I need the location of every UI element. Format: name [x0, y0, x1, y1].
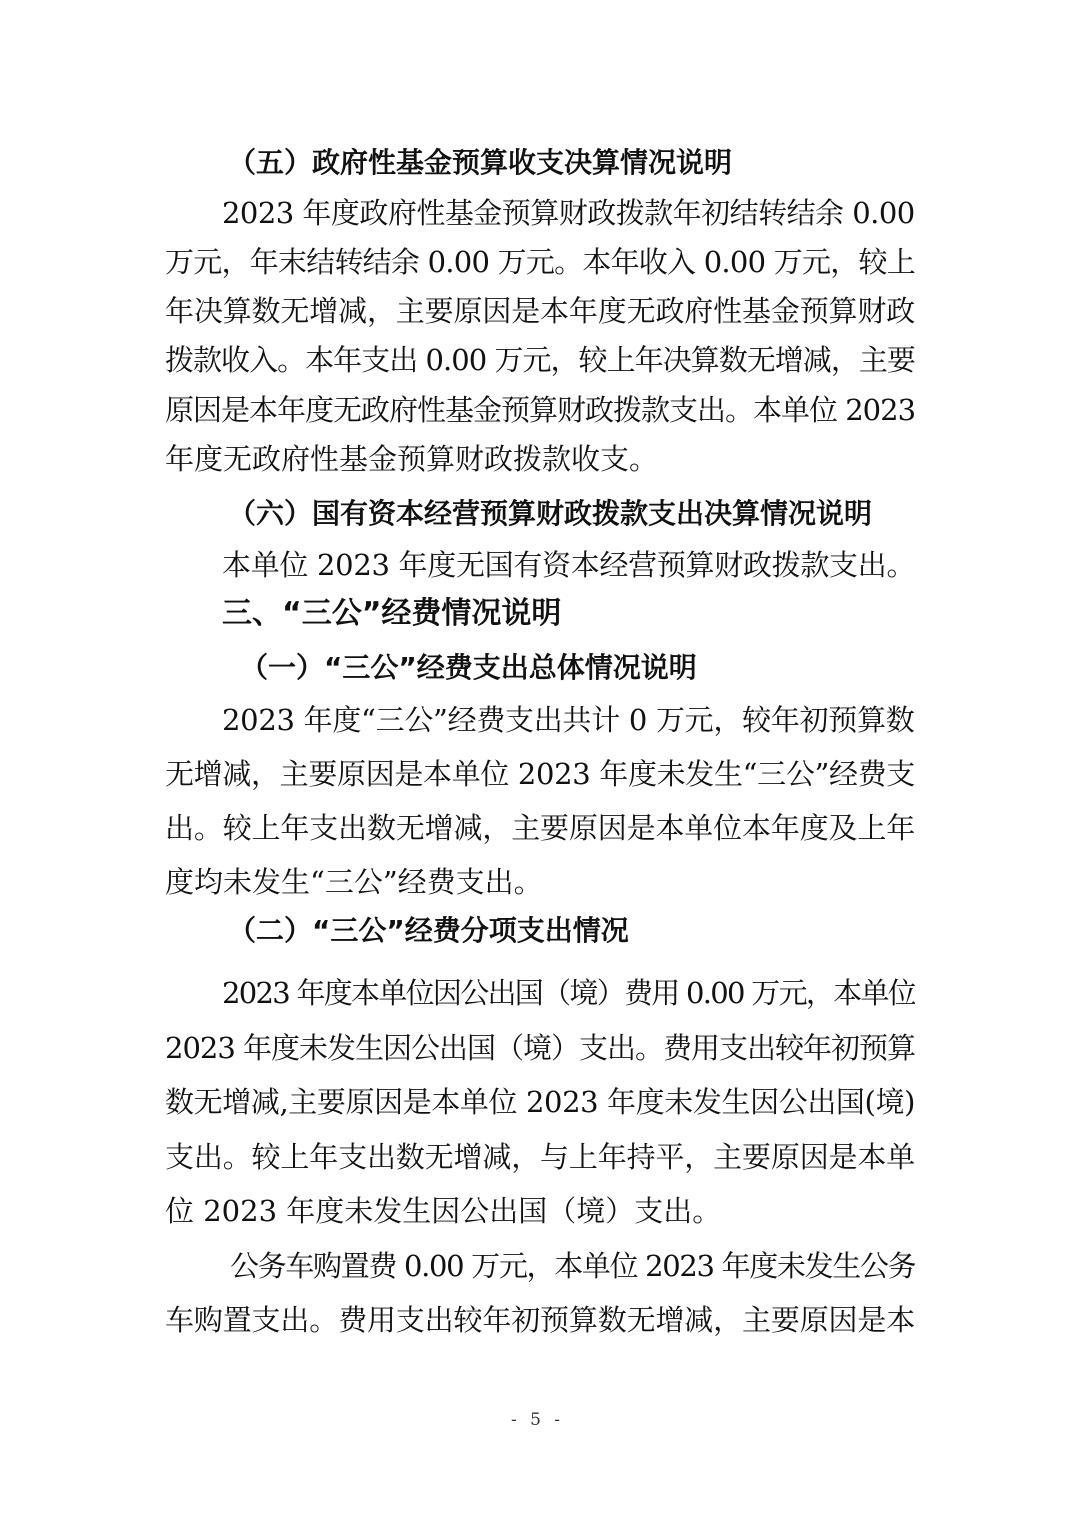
part-3-sub-2-para-1-line-4: 支出。较上年支出数无增减，与上年持平，主要原因是本单: [165, 1140, 915, 1174]
part-3-sub-2-para-1-line-2: 2023 年度未发生因公出国（境）支出。费用支出较年初预算: [165, 1031, 915, 1065]
section-6-heading: （六）国有资本经营预算财政拨款支出决算情况说明: [228, 497, 873, 530]
part-3-sub-1-line-4: 度均未发生“三公”经费支出。: [165, 865, 543, 899]
part-3-sub-1-heading: （一）“三公”经费支出总体情况说明: [240, 651, 697, 684]
part-3-heading: 三、“三公”经费情况说明: [222, 596, 562, 631]
part-3-sub-1-line-1: 2023 年度“三公”经费支出共计 0 万元，较年初预算数: [222, 703, 915, 737]
section-5-line-2: 万元，年末结转结余 0.00 万元。本年收入 0.00 万元，较上: [165, 245, 915, 279]
part-3-sub-2-para-2-line-1: 公务车购置费 0.00 万元，本单位 2023 年度未发生公务: [230, 1249, 915, 1283]
part-3-sub-2-para-1-line-5: 位 2023 年度未发生因公出国（境）支出。: [165, 1194, 722, 1228]
section-5-line-5: 原因是本年度无政府性基金预算财政拨款支出。本单位 2023: [165, 393, 915, 427]
part-3-sub-2-para-2-line-2: 车购置支出。费用支出较年初预算数无增减，主要原因是本: [165, 1303, 915, 1337]
section-5-line-1: 2023 年度政府性基金预算财政拨款年初结转结余 0.00: [222, 196, 915, 230]
part-3-sub-2-para-1-line-3: 数无增减,主要原因是本单位 2023 年度未发生因公出国(境): [165, 1085, 915, 1119]
section-5-line-3: 年决算数无增减，主要原因是本年度无政府性基金预算财政: [165, 294, 915, 328]
part-3-sub-2-para-1-line-1: 2023 年度本单位因公出国（境）费用 0.00 万元，本单位: [222, 976, 915, 1010]
part-3-sub-1-line-3: 出。较上年支出数无增减，主要原因是本单位本年度及上年: [165, 811, 915, 845]
page-number: - 5 -: [510, 1410, 565, 1430]
part-3-sub-2-heading: （二）“三公”经费分项支出情况: [228, 914, 629, 947]
part-3-sub-1-line-2: 无增减，主要原因是本单位 2023 年度未发生“三公”经费支: [165, 757, 915, 791]
section-6-line-1: 本单位 2023 年度无国有资本经营预算财政拨款支出。: [222, 548, 915, 582]
section-5-line-4: 拨款收入。本年支出 0.00 万元，较上年决算数无增减，主要: [165, 343, 915, 377]
section-5-heading: （五）政府性基金预算收支决算情况说明: [228, 146, 733, 179]
section-5-line-6: 年度无政府性基金预算财政拨款收支。: [165, 442, 659, 476]
